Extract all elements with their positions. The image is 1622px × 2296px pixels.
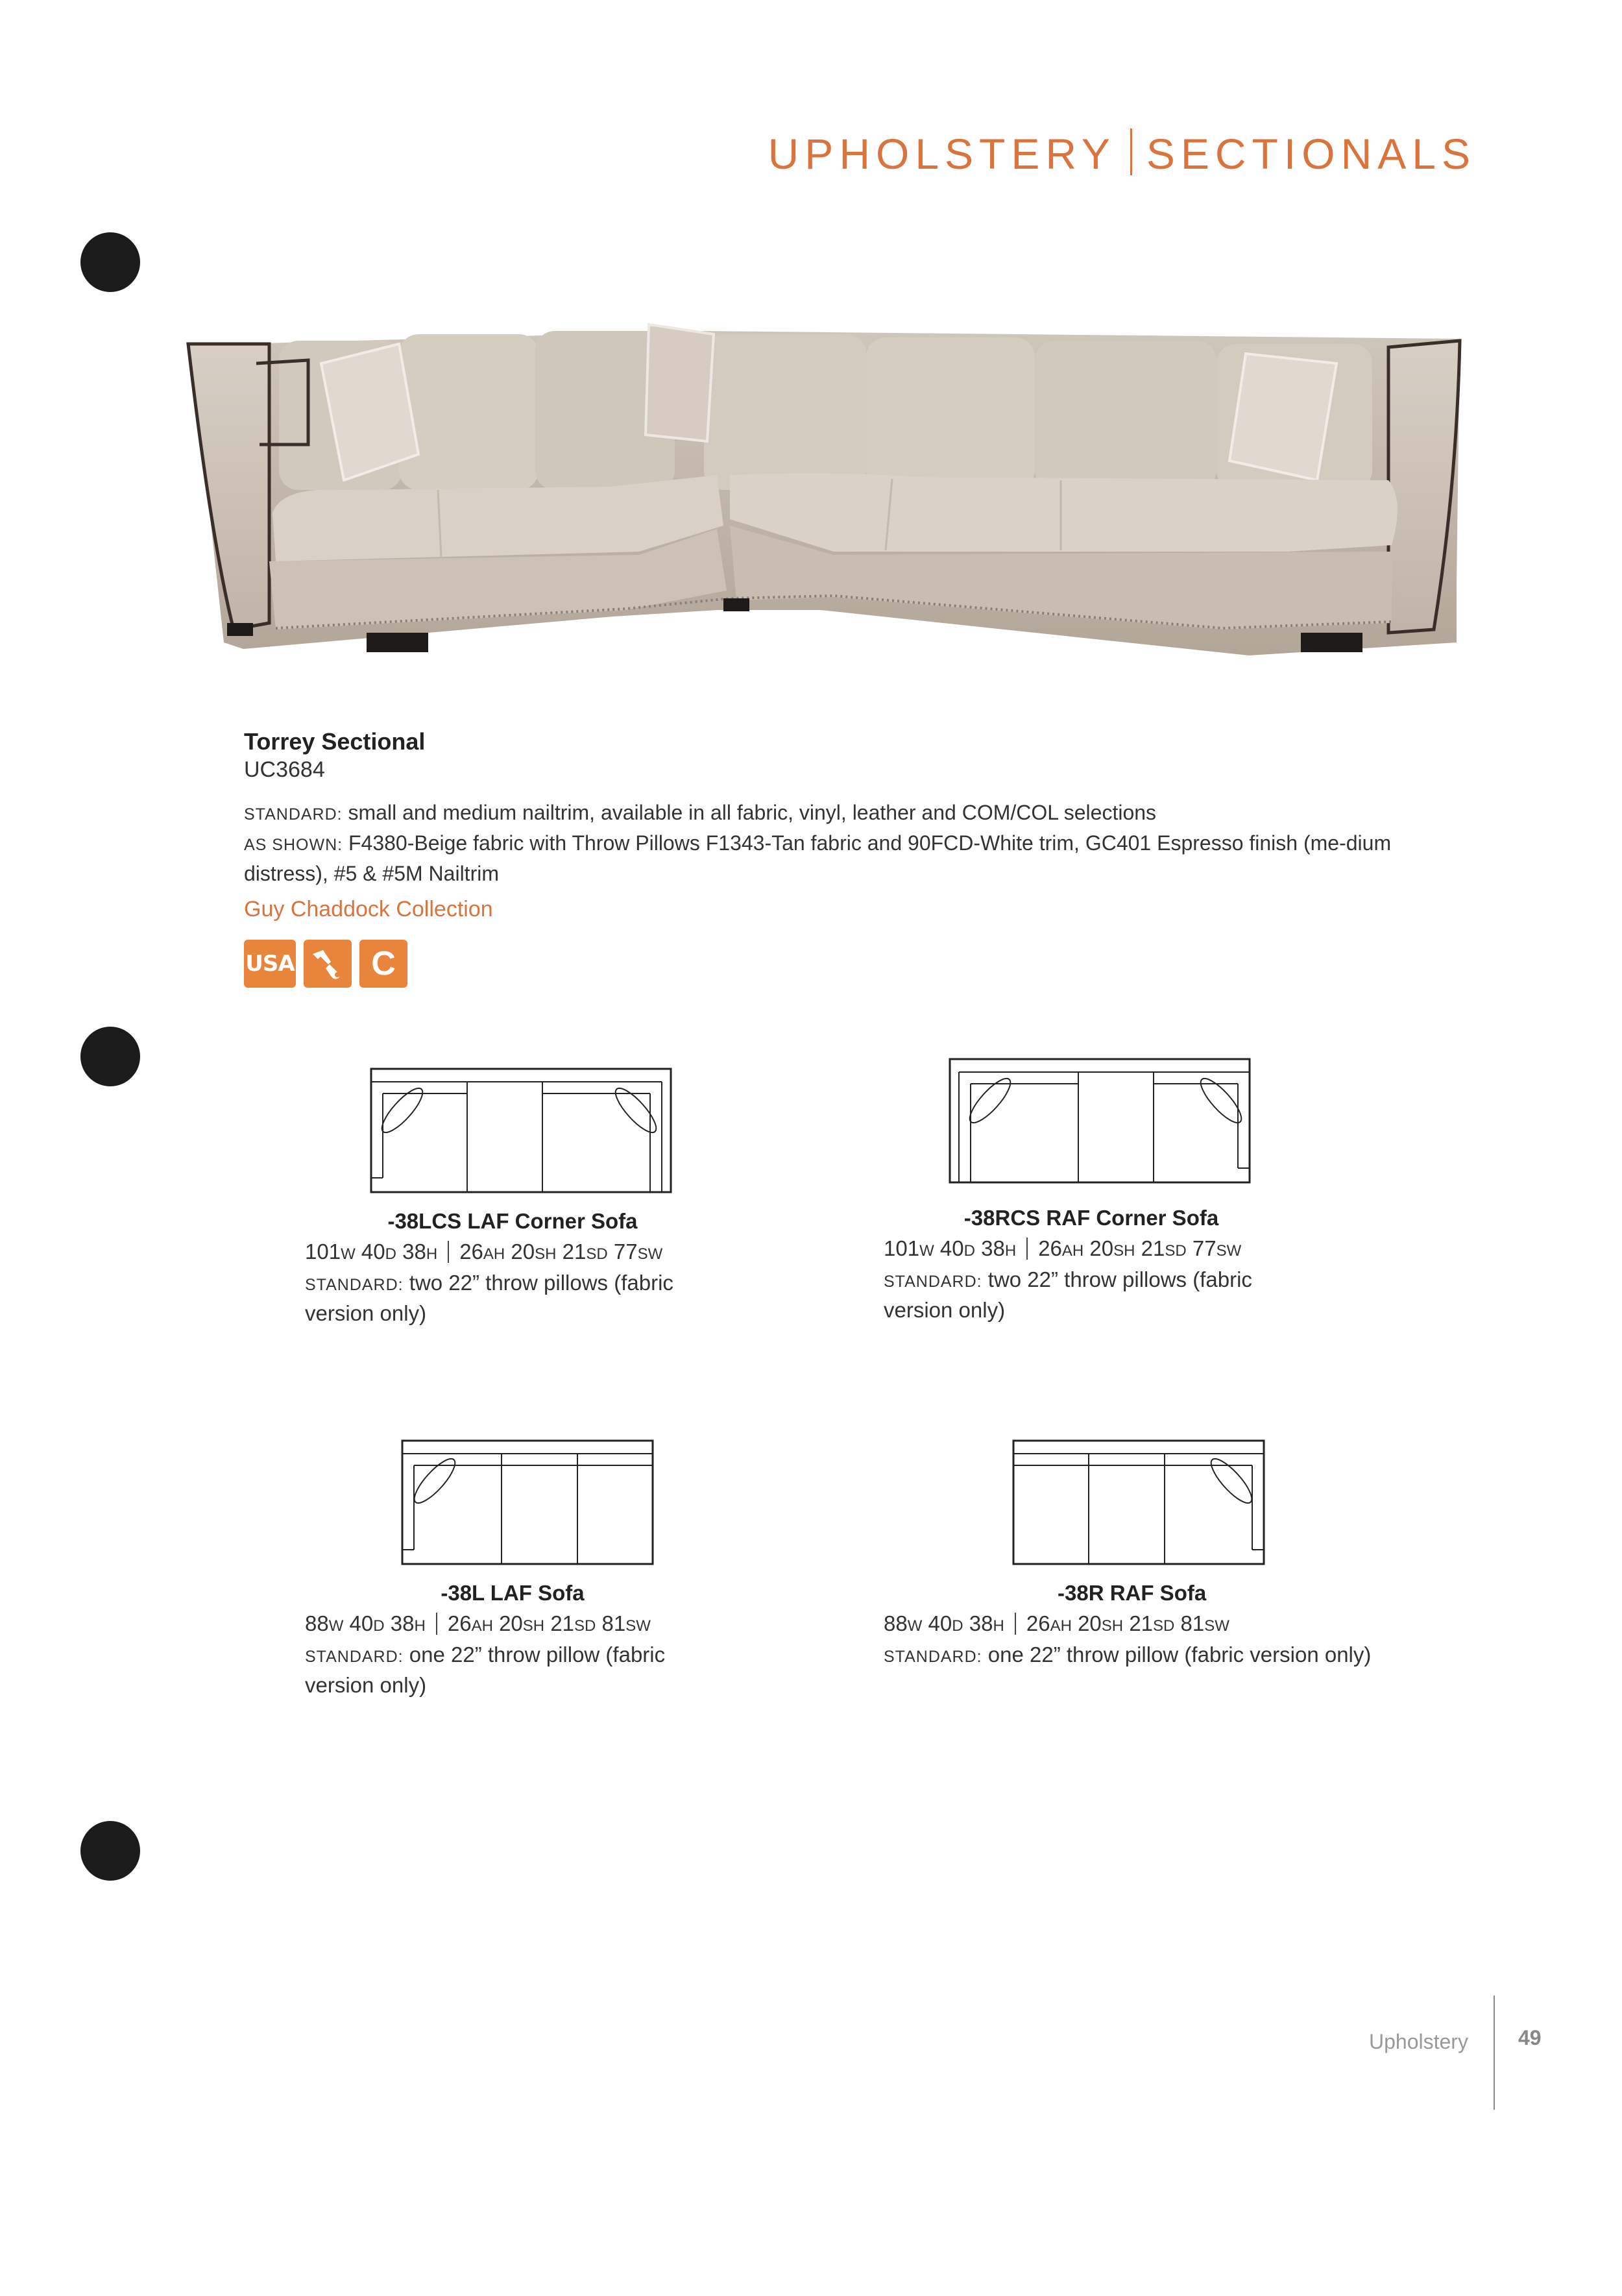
- usa-badge: USA: [244, 940, 296, 988]
- config-dimensions: 101W 40D 38H 26AH 20SH 21SD 77SW: [305, 1240, 663, 1264]
- collection-name: Guy Chaddock Collection: [244, 897, 493, 922]
- binder-hole-top: [80, 232, 140, 292]
- binder-hole-middle: [80, 1027, 140, 1086]
- product-code: UC3684: [244, 757, 325, 782]
- hand-icon: [304, 940, 352, 988]
- config-item-laf: [305, 1439, 720, 1700]
- config-name: -38R RAF Sofa: [1058, 1581, 1207, 1605]
- footer-section-label: Upholstery: [1369, 2030, 1468, 2053]
- config-item-rcs: [884, 1058, 1299, 1325]
- config-name: -38RCS RAF Corner Sofa: [963, 1206, 1219, 1230]
- config-dimensions: 88W 40D 38H 26AH 20SH 21SD 81SW: [305, 1611, 651, 1635]
- config-standard: STANDARD: two 22” throw pillows (fabric version only): [305, 1271, 673, 1325]
- raf-diagram: [1012, 1439, 1272, 1569]
- laf-diagram: [401, 1439, 660, 1569]
- config-name: -38L LAF Sofa: [441, 1581, 585, 1605]
- footer-divider: [1494, 1996, 1495, 2110]
- product-description: [244, 798, 1431, 888]
- config-dimensions: 101W 40D 38H 26AH 20SH 21SD 77SW: [884, 1236, 1242, 1260]
- standard-text: small and medium nailtrim, available in all fabric, vinyl, leather and COM/COL selections: [342, 801, 1157, 824]
- lcs-diagram: [370, 1068, 681, 1197]
- config-dimensions: 88W 40D 38H 26AH 20SH 21SD 81SW: [884, 1611, 1229, 1635]
- rcs-diagram: [949, 1058, 1260, 1194]
- header-divider: [1130, 128, 1132, 175]
- binder-hole-bottom: [80, 1821, 140, 1881]
- as-shown-text: F4380-Beige fabric with Throw Pillows F1343-Tan fabric and 90FCD-White trim, GC401 Espresso finish (me-dium distress), #5 & #5M Nailtrim: [244, 831, 1392, 885]
- config-item-lcs: [305, 1068, 720, 1328]
- sectional-sofa-image: [185, 305, 1470, 694]
- standard-line: [244, 798, 1431, 829]
- standard-label: STANDARD:: [244, 805, 343, 824]
- config-name: -38LCS LAF Corner Sofa: [387, 1209, 638, 1233]
- section-title: UPHOLSTERY: [768, 130, 1116, 178]
- config-standard: STANDARD: two 22” throw pillows (fabric version only): [884, 1267, 1252, 1322]
- config-item-raf: [884, 1439, 1377, 1671]
- page-number: 49: [1518, 2026, 1542, 2049]
- feature-badges: [244, 940, 407, 988]
- config-standard: STANDARD: one 22” throw pillow (fabric version only): [884, 1643, 1372, 1667]
- as-shown-label: AS SHOWN:: [244, 836, 343, 854]
- page-header: [768, 128, 1476, 178]
- config-standard: STANDARD: one 22” throw pillow (fabric version only): [305, 1643, 666, 1697]
- as-shown-line: [244, 829, 1431, 888]
- subsection-title: SECTIONALS: [1146, 130, 1476, 178]
- custom-badge: C: [359, 940, 407, 988]
- product-name: Torrey Sectional: [244, 728, 426, 755]
